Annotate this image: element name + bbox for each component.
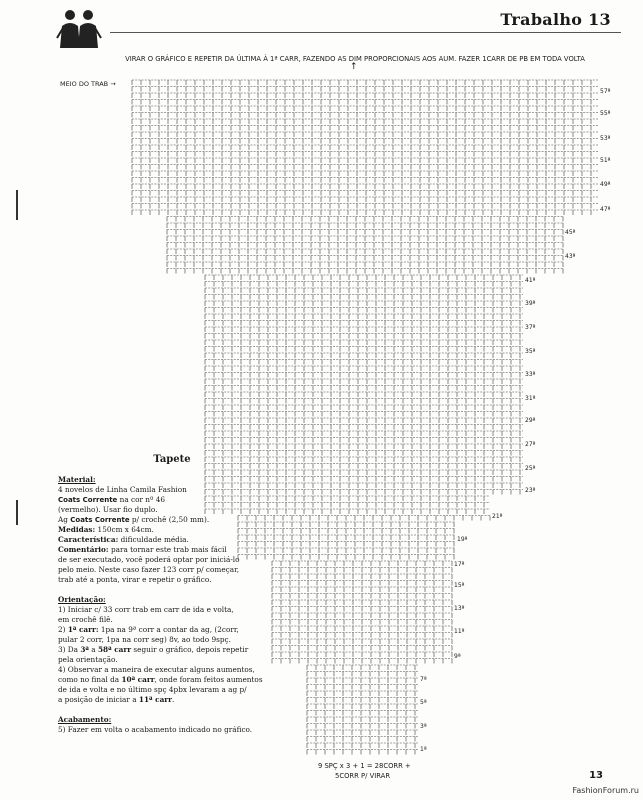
row-number-label: 3ª [420,723,427,730]
row-number-label: 13ª [454,605,465,612]
row-number-label: 21ª [492,513,503,520]
orientacao-heading: Orientação: [58,595,106,604]
row-number-label: 57ª [600,88,611,95]
row-number-label: 1ª [420,746,427,753]
material-line: na cor nº 46 [117,495,166,504]
caracteristica-value: dificuldade média. [118,535,189,544]
row-number-label: 17ª [454,561,465,568]
orientacao-line: de ida e volta e no último spç 4pbx levaram a ag p/ [58,685,247,694]
comentario-line: trab até a ponta, virar e repetir o gráfico. [58,575,212,584]
row-number-label: 53ª [600,135,611,142]
meio-do-trab-label: MEIO DO TRAB → [60,80,116,88]
row-number-label: 35ª [525,348,536,355]
chart-footer-turn: 5CORR P/ VIRAR [335,772,391,780]
row-number-label: 5ª [420,699,427,706]
orientacao-line: , onde foram feitos aumentos [154,675,263,684]
orientacao-line: 1) Iniciar c/ 33 corr trab em carr de ida e volta, [58,605,234,614]
row-ref: 58ª carr [97,645,132,654]
brand-name: Coats Corrente [70,516,130,524]
orientacao-line: a posição de iniciar a [58,695,139,704]
material-line: Ag [58,515,71,524]
chart-instruction: VIRAR O GRÁFICO E REPETIR DA ÚLTIMA À 1ª CARR, FAZENDO AS DIM PROPORCIONAIS AOS AUM. FAZER 1CARR DE PB EM TODA VOLTA [125,55,585,63]
row-number-label: 51ª [600,157,611,164]
comentario-line: de ser executado, você poderá optar por iniciá-lo [58,555,240,564]
row-number-label: 27ª [525,441,536,448]
page-title: Trabalho 13 [500,10,611,29]
row-ref: 1ª carr: [67,625,99,634]
orientacao-line: a [88,645,98,654]
row-number-label: 29ª [525,417,536,424]
row-number-label: 25ª [525,465,536,472]
row-number-label: 45ª [565,229,576,236]
step-number: 2) [58,625,68,634]
comentario-line: para tornar este trab mais fácil [108,545,227,554]
orientacao-line: 1pa na 9ª corr a contar da ag, (2corr, [98,625,239,634]
acabamento-heading: Acabamento: [58,715,112,724]
row-number-label: 11ª [454,628,465,635]
article-text [58,455,286,735]
orientacao-line: seguir o gráfico, depois repetir [131,645,249,654]
page-number: 13 [589,770,603,781]
row-number-label: 7ª [420,676,427,683]
row-ref: 11ª carr [138,695,172,704]
material-line: p/ crochê (2,50 mm). [129,515,210,524]
medidas-heading: Medidas: [58,525,96,534]
article-title: Tapete [153,454,191,465]
orientacao-line: pular 2 corr, 1pa na corr seg) 8v, ao todo 9spç. [58,635,231,644]
caracteristica-heading: Característica: [58,535,119,544]
row-number-label: 41ª [525,277,536,284]
row-ref: 10ª carr [121,675,155,684]
medidas-value: 150cm x 64cm. [95,525,154,534]
orientacao-line: em crochê filê. [58,615,113,624]
brand-name: Coats Corrente [58,496,118,504]
material-line: 4 novelos de Linha Camila Fashion [58,485,187,494]
row-number-label: 39ª [525,300,536,307]
watermark: FashionForum.ru [572,786,639,795]
material-heading: Material: [58,475,96,484]
row-number-label: 15ª [454,582,465,589]
row-number-label: 23ª [525,487,536,494]
row-number-label: 31ª [525,395,536,402]
orientacao-line: como no final da [58,675,122,684]
step-number: 3) Da [58,645,81,654]
chart-footer-formula: 9 SPÇ x 3 + 1 = 28CORR + [318,762,411,770]
orientacao-line: pela orientação. [58,655,118,664]
binder-mark [16,190,18,220]
row-number-label: 47ª [600,206,611,213]
row-number-label: 9ª [454,653,461,660]
row-number-label: 43ª [565,253,576,260]
orientacao-line: 4) Observar a maneira de executar alguns aumentos, [58,665,255,674]
binder-mark [16,500,18,525]
orientacao-line: . [172,695,175,704]
acabamento-line: 5) Fazer em volta o acabamento indicado no gráfico. [58,725,253,734]
material-line: (vermelho). Usar fio duplo. [58,505,158,514]
row-number-label: 55ª [600,110,611,117]
row-ref: 3ª [80,645,89,654]
row-number-label: 33ª [525,371,536,378]
comentario-line: pelo meio. Neste caso fazer 123 corr p/ começar, [58,565,240,574]
up-arrow-icon: ↑ [350,62,358,72]
row-number-label: 37ª [525,324,536,331]
row-number-label: 49ª [600,181,611,188]
row-number-label: 19ª [457,536,468,543]
comentario-heading: Comentário: [58,545,109,554]
